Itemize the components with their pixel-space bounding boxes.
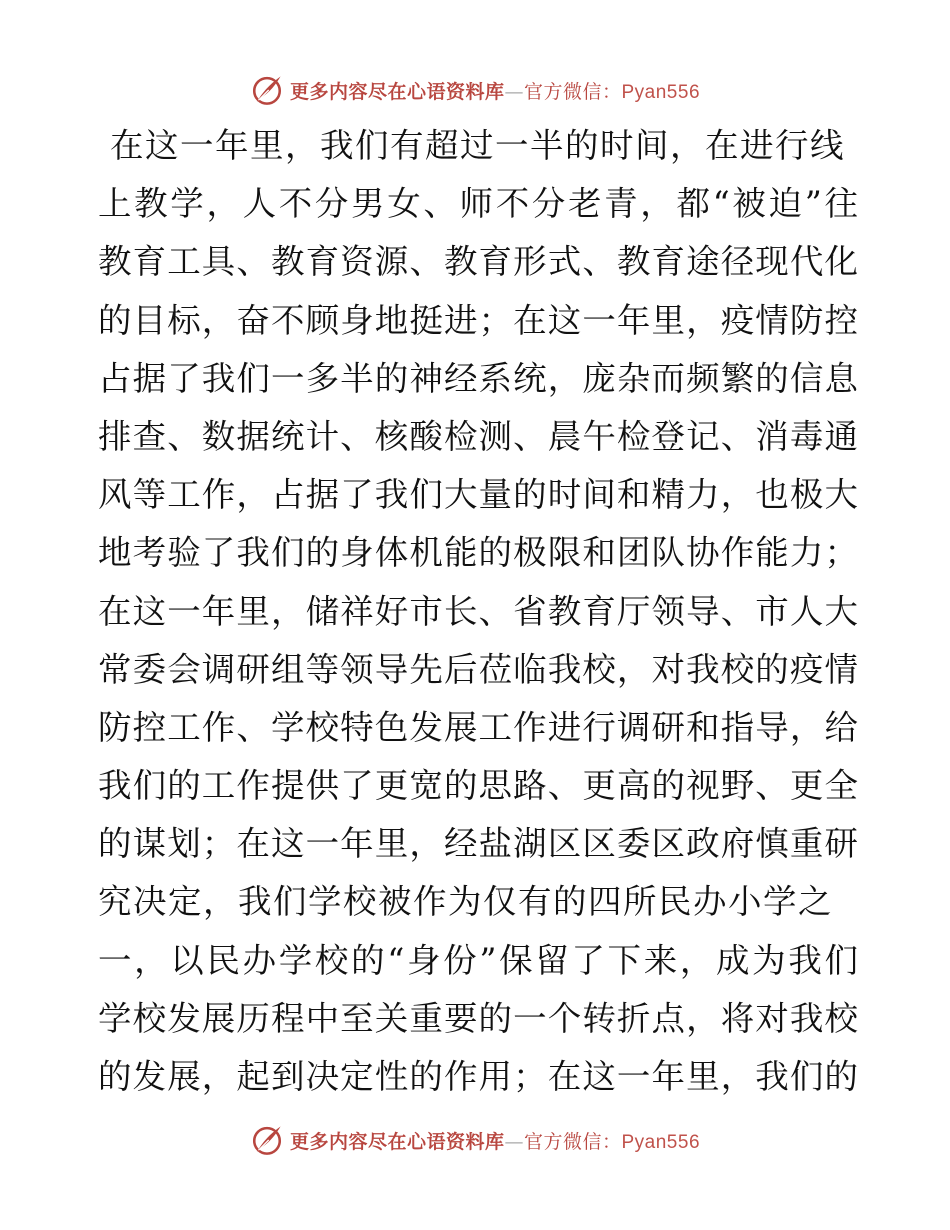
footer-banner — [0, 1120, 950, 1160]
body-line: 常委会调研组等领导先后莅临我校，对我校的疫情 — [98, 649, 858, 689]
body-line: 排查、数据统计、核酸检测、晨午检登记、消毒通 — [98, 416, 858, 456]
body-line: 一，以民办学校的“身份”保留了下来，成为我们 — [98, 940, 858, 980]
body-line: 防控工作、学校特色发展工作进行调研和指导，给 — [98, 707, 858, 747]
body-line: 的目标，奋不顾身地挺进；在这一年里，疫情防控 — [98, 300, 858, 340]
body-line: 占据了我们一多半的神经系统，庞杂而频繁的信息 — [98, 358, 858, 398]
body-line: 究决定，我们学校被作为仅有的四所民办小学之 — [98, 882, 833, 922]
document-body — [98, 117, 858, 1106]
banner-wechat-id: Pyan556 — [621, 81, 701, 103]
header-banner — [0, 70, 950, 110]
banner-wechat-label: 官方微信： — [523, 1130, 622, 1153]
body-line: 在这一年里，储祥好市长、省教育厅领导、市人大 — [98, 591, 858, 631]
banner-separator: — — [504, 1130, 524, 1153]
body-line: 地考验了我们的身体机能的极限和团队协作能力； — [98, 533, 858, 573]
body-line: 学校发展历程中至关重要的一个转折点，将对我校 — [98, 998, 858, 1038]
body-line: 教育工具、教育资源、教育形式、教育途径现代化 — [98, 242, 858, 282]
banner-main-text: 更多内容尽在心语资料库 — [289, 1130, 505, 1153]
banner-separator: — — [504, 80, 524, 103]
banner-wechat-id: Pyan556 — [621, 1131, 701, 1153]
banner-main-text: 更多内容尽在心语资料库 — [289, 80, 505, 103]
feather-pen-logo-icon — [250, 73, 284, 107]
body-line: 我们的工作提供了更宽的思路、更高的视野、更全 — [98, 766, 858, 806]
body-line: 在这一年里，我们有超过一半的时间，在进行线 — [110, 126, 845, 165]
body-line: 的发展，起到决定性的作用；在这一年里，我们的 — [98, 1057, 858, 1096]
feather-pen-logo-icon — [250, 1123, 284, 1157]
body-line: 风等工作，占据了我们大量的时间和精力，也极大 — [98, 475, 858, 515]
body-line: 上教学，人不分男女、师不分老青，都“被迫”往 — [98, 184, 858, 224]
header-banner-text — [290, 77, 700, 104]
banner-wechat-label: 官方微信： — [523, 80, 622, 103]
footer-banner-text — [290, 1127, 700, 1154]
body-line: 的谋划；在这一年里，经盐湖区区委区政府慎重研 — [98, 824, 858, 864]
